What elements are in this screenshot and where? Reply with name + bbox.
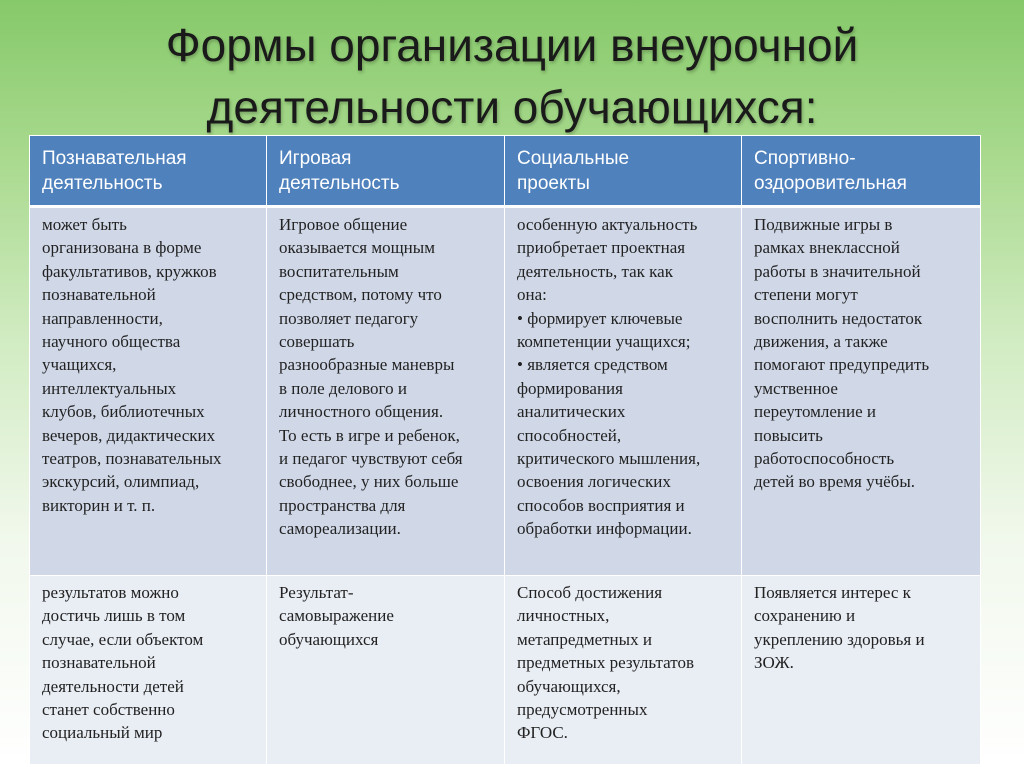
table-cell: Появляется интерес к сохранению и укреплению здоровья и ЗОЖ. bbox=[742, 576, 981, 765]
table-cell: результатов можно достичь лишь в том случае, если объектом познавательной деятельности детей станет собственно социальный мир bbox=[30, 576, 267, 765]
header-social: Социальные проекты bbox=[505, 136, 742, 207]
table-row bbox=[30, 576, 981, 765]
table-cell: Игровое общение оказывается мощным воспитательным средством, потому что позволяет педагогу совершать разнообразные маневры в поле делового и личностного общения. То есть в игре и ребенок, и педагог чувствуют себя свободнее, у них больше пространства для самореализации. bbox=[267, 207, 505, 576]
table-cell: Подвижные игры в рамках внеклассной работы в значительной степени могут восполнить недостаток движения, а также помогают предупредить умственное переутомление и повысить работоспособность детей во время учёбы. bbox=[742, 207, 981, 576]
slide-title-line-2: деятельности обучающихся: bbox=[206, 81, 818, 133]
slide-title-line-1: Формы организации внеурочной bbox=[165, 19, 859, 71]
table-cell: может быть организована в форме факультативов, кружков познавательной направленности, научного общества учащихся, интеллектуальных клубов, библиотечных вечеров, дидактических театров, познавательных экскурсий, олимпиад, викторин и т. п. bbox=[30, 207, 267, 576]
table-row bbox=[30, 207, 981, 576]
slide-title bbox=[0, 14, 1024, 138]
header-sport: Спортивно- оздоровительная bbox=[742, 136, 981, 207]
table-cell: Результат- самовыражение обучающихся bbox=[267, 576, 505, 765]
table-cell: Способ достижения личностных, метапредметных и предметных результатов обучающихся, предусмотренных ФГОС. bbox=[505, 576, 742, 765]
forms-table bbox=[29, 135, 981, 765]
table-cell: особенную актуальность приобретает проектная деятельность, так как она: • формирует ключевые компетенции учащихся; • является средством формирования аналитических способностей, критического мышления, освоения логических способов восприятия и обработки информации. bbox=[505, 207, 742, 576]
header-game: Игровая деятельность bbox=[267, 136, 505, 207]
table-header-row bbox=[30, 136, 981, 207]
header-cognitive: Познавательная деятельность bbox=[30, 136, 267, 207]
